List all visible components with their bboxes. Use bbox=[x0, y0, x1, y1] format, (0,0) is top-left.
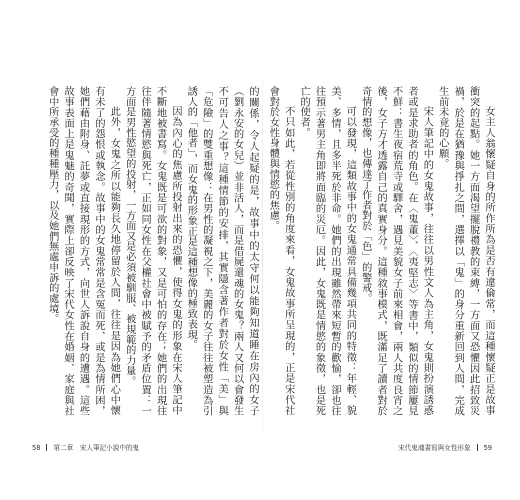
body-paragraph: 不只如此，若從性別的角度來看，女鬼故事所呈現的，正是宋代社會對於女性身體與情慾的焦慮。 bbox=[267, 86, 294, 416]
right-page-body-text bbox=[267, 86, 496, 416]
left-page-number: 58 bbox=[32, 444, 41, 452]
right-page-number: 59 bbox=[483, 444, 492, 452]
body-paragraph: 因為內心的焦慮所投射出來的恐懼，使得女鬼的形象在宋人筆記中不斷地被書寫。女鬼既是可欲的對象，又是可怕的存在；她們的出現往往伴隨著情慾與死亡，正如同女性在父權社會中被賦予的矛盾位置：一方面是男性慾望的投射，一方面又是必須被馴服、被規範的力量。 bbox=[123, 86, 181, 416]
footer-separator bbox=[46, 444, 47, 451]
left-page bbox=[28, 86, 260, 426]
right-page-footer bbox=[398, 442, 492, 452]
body-paragraph: 宋人筆記中的女鬼故事，往往以男性文人為主角，女鬼則扮演誘惑者或是求助者的角色。在〈鬼董〉、〈夷堅志〉等書中，類似的情節屢見不鮮：書生夜宿荒寺或驛舍，遇見美貌女子前來相會，兩人共度良宵之後，女子方才透露自己的真實身分。這種敘事模式，既滿足了讀者對於奇情的想像，也傳達了作者對於「色」的警戒。 bbox=[359, 86, 433, 416]
body-paragraph: 可以發現，這類故事中的女鬼通常具備幾項共同的特徵：年輕、貌美、多情，且多半死於非命。她們的出現雖然帶來短暫的歡愉，卻也往往預示著男主角即將面臨的災厄。因此，女鬼既是情慾的象徵，也是死亡的使者。 bbox=[298, 86, 356, 416]
right-page bbox=[267, 86, 496, 426]
body-paragraph: 此外，女鬼之所以能夠長久地停留於人間，往往是因為她們心中懷有未了的怨恨或執念。故事中的女鬼常常是含冤而死、或是為情所困，她們藉由附身、託夢或直接現形的方式，向世人訴說自身的遭遇。這些故事表面上是鬼魅的奇聞，實際上卻反映了宋代女性在婚姻、家庭與社會中所承受的種種壓力，以及她們無處申訴的處境。 bbox=[46, 86, 120, 416]
footer-separator bbox=[477, 444, 478, 451]
right-running-head: 宋代鬼魂書寫與女性形象 bbox=[398, 444, 471, 452]
left-page-body-text bbox=[28, 86, 260, 416]
left-running-head: 第二章 宋人筆記小說中的鬼 bbox=[53, 444, 140, 452]
left-page-footer bbox=[32, 442, 139, 452]
body-paragraph: 女主人翁懷疑自身的所作所為是否有違倫常，而這種懷疑正是故事衝突的起點。她一方面渴望擺脫禮教的束縛，一方面又恐懼因此招致災禍，於是在猶豫與掙扎之間，選擇以「鬼」的身分重新回到人間，完成生前未竟的心願。 bbox=[436, 86, 494, 416]
book-gutter bbox=[262, 80, 263, 435]
body-paragraph: 的關係，令人起疑的是，故事中的太守何以能夠知道睡在房內的女子（劉永安的女兒）並非活人，而是借屍還魂的女鬼？兩人又何以會發生不可告人之事？這種情節的安排，其實隱含著作者對於女性「美」與「危險」的雙重想像：在男性的凝視之下，美麗的女子往往被塑造為引誘人的「他者」，而女鬼的形象正是這種想像的極致表現。 bbox=[185, 86, 258, 416]
